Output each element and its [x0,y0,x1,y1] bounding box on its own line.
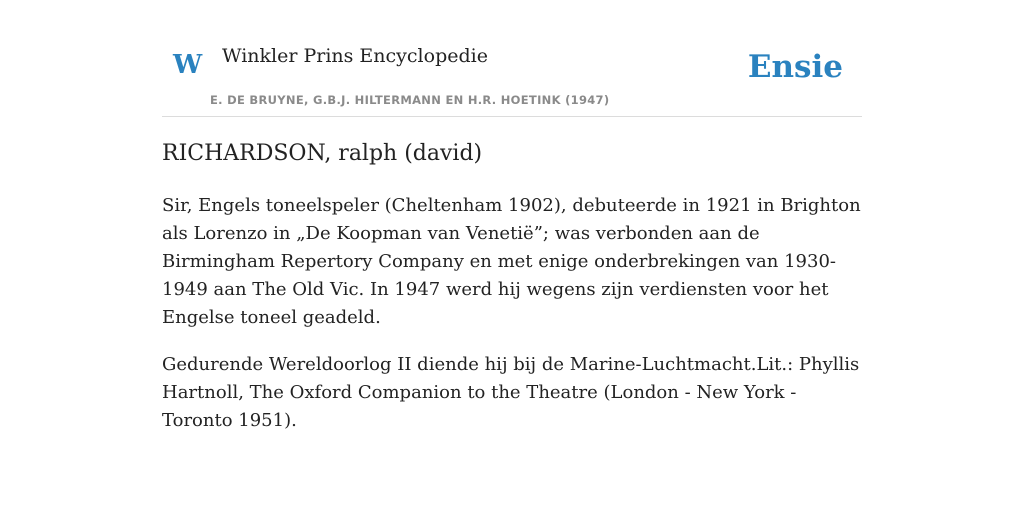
entry-title: RICHARDSON, ralph (david) [162,141,483,166]
entry-paragraph: Sir, Engels toneelspeler (Cheltenham 1902), debuteerde in 1921 in Brighton als Lorenzo in „De Koopman van Venetië”; was verbonden aan de Birmingham Repertory Company en met enige onderbrekingen van 1930-1949 aan The Old Vic. In 1947 werd hij wegens zijn verdiensten voor het Engelse toneel geadeld. [162,195,861,328]
ensie-brand-logo[interactable]: Ensie [747,49,843,85]
publication-authors: E. DE BRUYNE, G.B.J. HILTERMANN EN H.R. HOETINK (1947) [210,93,610,107]
publication-title[interactable]: Winkler Prins Encyclopedie [222,45,488,67]
source-logo[interactable]: W [173,50,203,80]
entry-body [162,192,862,454]
source-header [162,30,862,117]
entry-paragraph: Gedurende Wereldoorlog II diende hij bij de Marine-Luchtmacht.Lit.: Phyllis Hartnoll, The Oxford Companion to the Theatre (London - New York - Toronto 1951). [162,354,860,431]
